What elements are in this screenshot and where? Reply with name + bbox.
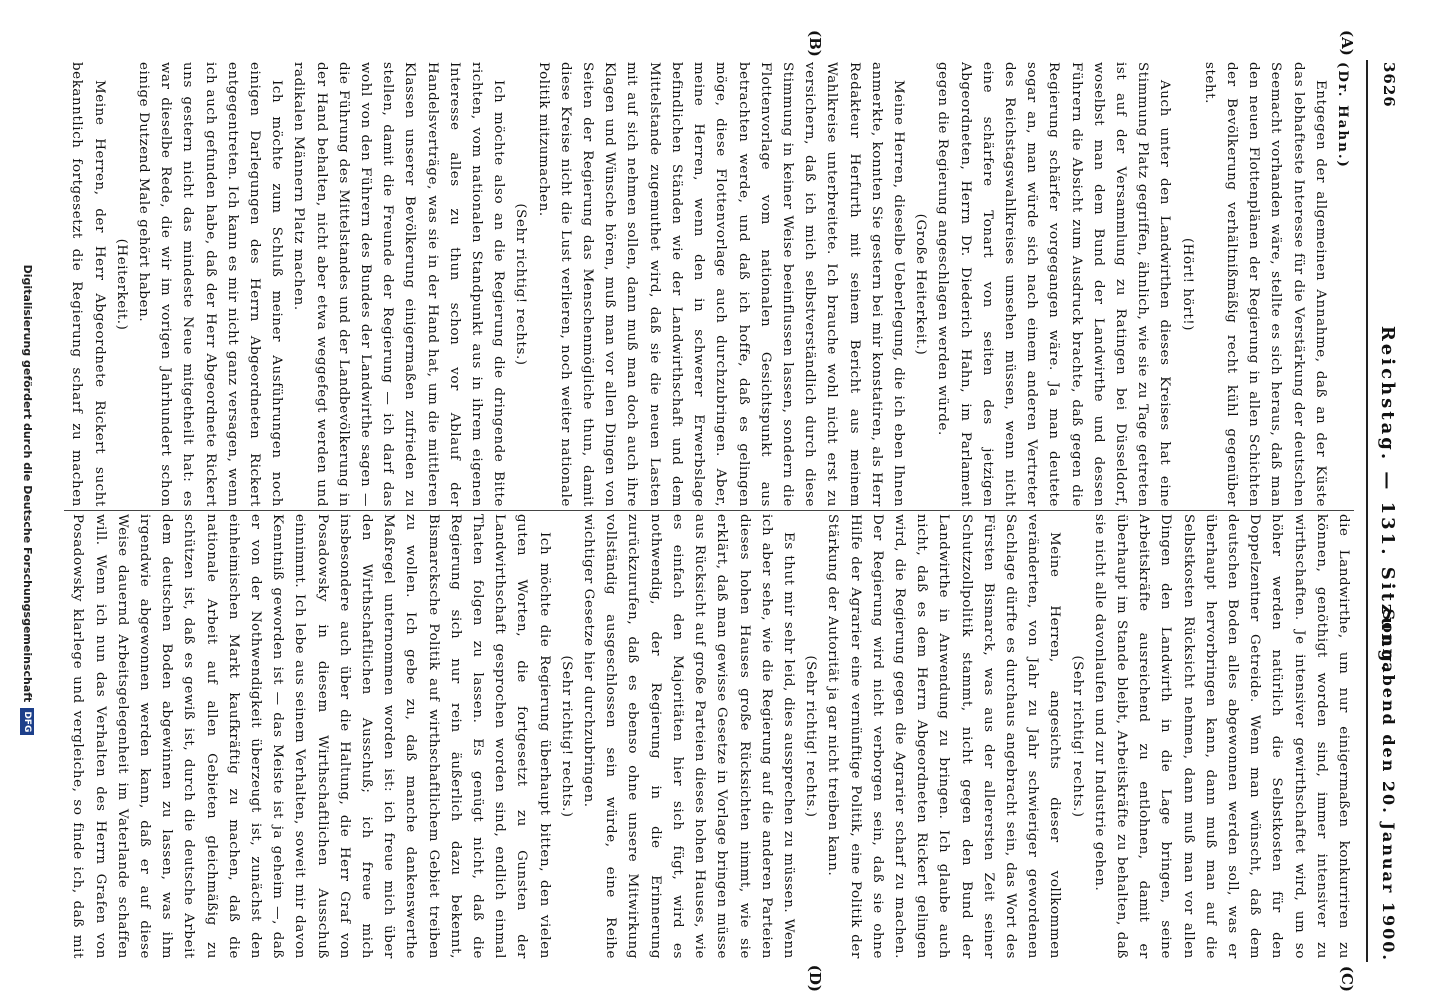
- interjection: (Heiterkeit.): [113, 238, 129, 331]
- paragraph: Ich möchte die Regierung überhaupt bitten, den vielen guten Worten, die fortgesetzt zu Gunsten der Landwirthschaft gesprochen worden sind, endlich einmal Thaten folgen zu lassen. Es genügt nicht, daß die Regierung sich nur rein äußerlich dazu bekennt, Bismarcksche Politik auf wirthschaftlichem Gebiet treiben zu wollen. Ich gebe zu, daß manche dankenswerthe Maßregel unternommen worden ist: ich freue mich über den Wirthschaftlichen Ausschuß; ich freue mich insbesondere auch über die Haltung, die Herr Graf von Posadowsky in diesem Wirthschaftlichen Ausschuß einnimmt. Ich lebe aus seinem Verhalten, soweit mir davon Kenntniß geworden ist — das Meiste ist ja geheim —, daß er von der Nothwendigkeit überzeugt ist, zunächst den einheimischen Markt kaufkräftig zu machen, daß die nationale Arbeit auf allen Gebieten gleichmäßig zu schützen ist, daß es gewiß ist, durch die deutsche Arbeit dem deutschen Boden abgewinnen zu lassen, was ihm irgendwie abgewonnen werden kann, daß er auf diese Weise dauernd Arbeitsgelegenheit im Vaterlande schaffen will. Wenn ich nun das Verhalten des Herrn Grafen von Posadowsky klarlege und vergleiche, so finde ich, daß mit: [70, 514, 552, 959]
- speaker-label: (Dr. Hahn.): [1335, 62, 1351, 169]
- page-title: Reichstag. — 131. Sitzung.: [1377, 325, 1398, 675]
- paragraph: Meine Herren, angesichts dieser vollkommen veränderten, von Jahr zu Jahr schwieriger gewordenen Sachlage dürfte es durchaus angebracht sein, das Wort des Fürsten Bismarck, was aus der allerersten Zeit seiner Schutzzollpolitik stammt, nicht gegen den Bund der Landwirthe in Anwendung zu bringen. Ich glaube auch nicht, daß es dem Herrn Abgeordneten Rickert gelingen wird, die Regierung gegen die Agrarier scharf zu machen. Der Regierung wird nicht verborgen sein, daß sie ohne Hilfe der Agrarier eine vernünftige Politik, eine Politik der Stärkung der Autorität ja gar nicht treiben kann.: [825, 514, 1063, 959]
- interjection: (Sehr richtig! rechts.): [513, 203, 529, 366]
- interjection: (Sehr richtig! rechts.): [803, 655, 819, 818]
- digitization-credit: [20, 0, 34, 1000]
- margin-marker-b: (B): [806, 30, 824, 57]
- margin-marker-a: (A): [1338, 30, 1356, 56]
- paragraph: Auch unter den Landwirthen dieses Kreises hat eine Stimmung Platz gegriffen, ähnlich, wie sie zu Tage getreten ist auf der Versammlung zu Ratingen bei Düsseldorf, woselbst man dem Bund der Landwirthe und dessen Führern die Absicht zum Ausdruck brachte, daß gegen die Regierung schärfer vorgegangen wäre. Ja man deutete sogar an, man würde sich nach einem anderen Vertreter des Reichstagswahlkreises umsehen müssen, wenn nicht eine schärfere Tonart von seiten des jetzigen Abgeordneten, Herrn Dr. Diederich Hahn, im Parlament gegen die Regierung angeschlagen werden würde.: [935, 62, 1173, 507]
- header-rule: [1366, 60, 1368, 962]
- right-column: [64, 514, 1354, 959]
- paragraph: Ich möchte zum Schluß meiner Ausführungen noch einigen Darlegungen des Herrn Abgeordneten Rickert entgegentreten. Ich kann es mir nicht ganz versagen, wenn ich auch gefunden habe, daß der Herr Abgeordnete Rickert uns gestern nicht das mindeste Neue mitgetheilt hat: es war dieselbe Rede, die wir im vorigen Jahrhundert schon einige Dutzend Male gehört haben.: [136, 62, 285, 507]
- interjection: (Hört! hört!): [1179, 237, 1195, 332]
- session-date: Sonnabend den 20. Januar 1900.: [1379, 608, 1398, 962]
- margin-marker-c: (C): [1338, 965, 1356, 992]
- column-divider: [64, 510, 1354, 511]
- paragraph: Entgegen der allgemeinen Annahme, daß an der Küste das lebhafteste Interesse für die Verstärkung der deutschen Seemacht vorhanden wäre, stellte es sich heraus, daß man den neuen Flottenplänen der Regierung in allen Schichten der Bevölkerung verhältnißmäßig recht kühl gegenüber steht.: [1201, 62, 1328, 507]
- page-number: 3626: [1380, 62, 1398, 108]
- paragraph: Ich möchte also an die Regierung die dringende Bitte richten, vom nationalen Standpunkt aus in ihrem eigenen Interesse alles zu thun schon vor Ablauf der Handelsverträge, was sie in der Hand hat, um die mittleren Klassen unserer Bevölkerung einigermaßen zufrieden zu stellen, damit die Freunde der Regierung — ich darf das wohl von den Führern des Bundes der Landwirthe sagen — die Führung des Mittelstandes und der Landbevölkerung in der Hand behalten, nicht aber etwa weggefegt werden und radikalen Männern Platz machen.: [291, 62, 507, 507]
- paragraph: die Landwirthe, um nur einigermaßen konkurriren zu können, genöthigt worden sind, immer intensiver zu wirthschaften. Je intensiver gewirthschaftet wird, um so höher werden natürlich die Selbstkosten für den Doppelzentner Getreide. Wenn man wünscht, daß dem deutschen Boden alles abgewonnen werden soll, was er überhaupt hervorbringen kann, dann muß man auf die Selbstkosten Rücksicht nehmen, dann muß man vor allen Dingen den Landwirth in die Lage bringen, seine Arbeitskräfte ausreichend zu entlohnen, damit er überhaupt im Stande bleibt, Arbeitskräfte zu behalten, daß sie nicht alle davonlaufen und zur Industrie gehen.: [1091, 514, 1351, 959]
- speaker-name: [1331, 62, 1354, 507]
- interjection: (Sehr richtig! rechts.): [1069, 655, 1085, 818]
- paragraph: Meine Herren, der Herr Abgeordnete Rickert sucht bekanntlich fortgesetzt die Regierung scharf zu machen: [69, 62, 107, 507]
- left-column: [64, 62, 1354, 507]
- interjection: (Große Heiterkeit.): [913, 213, 929, 356]
- credit-text: Digitalisierung gefördert durch die Deutsche Forschungsgemeinschaft: [21, 264, 34, 703]
- paragraph: Es thut mir sehr leid, dies aussprechen zu müssen. Wenn ich aber sehe, wie die Regierung auf die anderen Parteien dieses hohen Hauses große Rücksichten nimmt, wie sie erklärt, daß man gewisse Gesetze in Vorlage bringen müsse aus Rücksicht auf große Parteien dieses hohen Hauses, wie es einfach den Majoritäten hier sich fügt, wird es nothwendig, der Regierung in die Erinnerung zurückzurufen, daß es ebenso ohne unsere Mitwirkung vollständig ausgeschlossen sein würde, eine Reihe wichtiger Gesetze hier durchzubringen.: [581, 514, 796, 959]
- paragraph: Meine Herren, dieselbe Ueberlegung, die ich eben Ihnen anmerkte, konnten Sie gestern bei mir konstatiren, als Herr Redakteur Herfurth mit seinem Bericht aus meinem Wahlkreise unterbreitete. Ich brauche wohl nicht erst zu versichern, daß ich mich selbstverständlich durch diese Stimmung in keiner Weise beeinflussen lassen, sondern die Flottenvorlage vom nationalen Gesichtspunkt aus betrachten werde, und daß ich hoffe, daß es gelingen möge, diese Flottenvorlage auch durchzubringen. Aber, meine Herren, wenn den in schwerer Erwerbslage befindlichen Ständen wie der Landwirthschaft und dem Mittelstande zugemuthet wird, daß sie die neuen Lasten mit auf sich nehmen sollen, dann muß man doch auch ihre Klagen und Wünsche hören, muß man vor allen Dingen von Seiten der Regierung das Menschenmögliche thun, damit diese Kreise nicht die Lust verlieren, noch weiter nationale Politik mitzumachen.: [535, 62, 906, 507]
- margin-marker-d: (D): [806, 964, 824, 992]
- dfg-logo: DFG: [20, 708, 34, 735]
- interjection: (Sehr richtig! rechts.): [558, 655, 574, 818]
